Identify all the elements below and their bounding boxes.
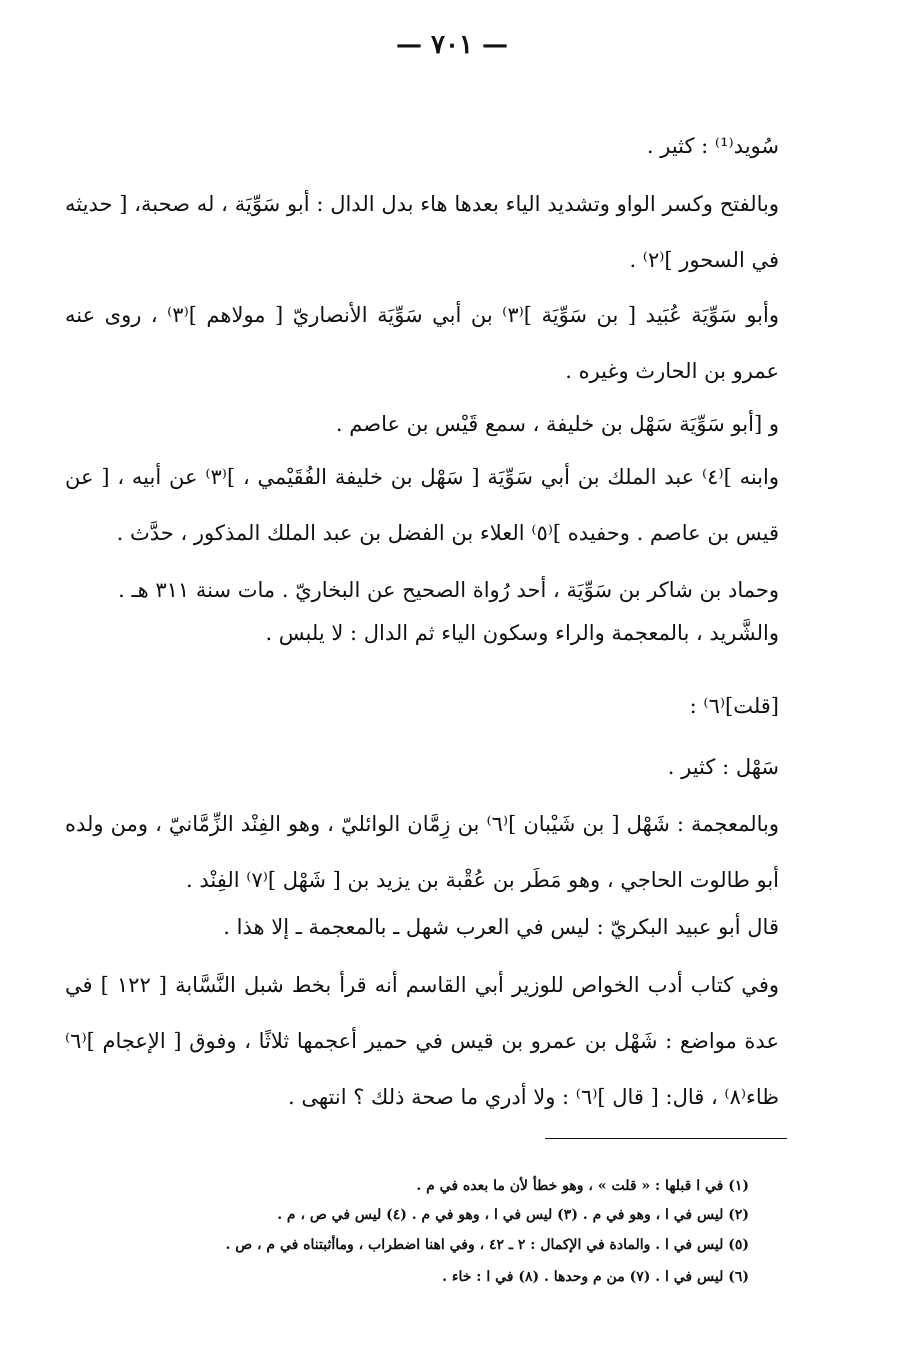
paragraph-abu-sawiya: وبالفتح وكسر الواو وتشديد الياء بعدها هاء بدل الدال : أبو سَوِّيَة ، له صحبة، [ حديثه في السحور ]⁽٢⁾ . <box>65 192 779 272</box>
paragraph-qult: [قلت]⁽٦⁾ : <box>689 694 779 718</box>
paragraph-adab-al-khawas: وفي كتاب أدب الخواص للوزير أبي القاسم أنه قرأ بخط شبل النَّسَّابة [ ١٢٢ ] في عدة مواضع : شَهْل بن عمرو بن قيس في حمير أعجمها ثلاثًا ، وفوق [ الإعجام ]⁽٦⁾ ظاء⁽٨⁾ ، قال: [ قال ]⁽٦⁾ : ولا أدري ما صحة ذلك ؟ انتهى . <box>65 973 779 1109</box>
footnote-5: (٥) ليس في ا . والمادة في الإكمال : ٢ ـ ٤٢ ، وفي اهنا اضطراب ، وماأثبتناه في م ، ص . <box>225 1237 749 1253</box>
page-number: — ٧٠١ — <box>395 30 509 60</box>
paragraph-abd-al-malik: وابنه ]⁽٤⁾ عبد الملك بن أبي سَوِّيَة [ سَهْل بن خليفة الفُقَيْمي ، ]⁽٣⁾ عن أبيه ، [ عن قيس بن عاصم . وحفيده ]⁽٥⁾ العلاء بن الفضل بن عبد الملك المذكور ، حدَّث . <box>65 465 780 545</box>
paragraph-sahl-bin-khalifa: و [أبو سَوِّيَة سَهْل بن خليفة ، سمع قَيْس بن عاصم . <box>335 412 779 436</box>
footnote-divider <box>545 1138 787 1139</box>
footnote-1: (١) في ا قبلها : « قلت » ، وهو خطأ لأن ما بعده في م . <box>416 1178 749 1194</box>
paragraph-sahl-kathir: سَهْل : كثير . <box>667 755 779 779</box>
paragraph-ubayd: وأبو سَوِّيَة عُبَيد [ بن سَوِّيَة ]⁽٣⁾ بن أبي سَوِّيَة الأنصاريّ [ مولاهم ]⁽٣⁾ ، روى عنه عمرو بن الحارث وغيره . <box>65 303 779 383</box>
paragraph-sharid: والشَّريد ، بالمعجمة والراء وسكون الياء ثم الدال : لا يلبس . <box>265 621 779 645</box>
paragraph-shahl-bin-shayban: وبالمعجمة : شَهْل [ بن شَيْبان ]⁽٦⁾ بن زِمَّان الوائليّ ، وهو الفِنْد الزِّمَّانيّ ، ومن ولده أبو طالوت الحاجي ، وهو مَطَر بن عُقْبة بن يزيد بن [ شَهْل ]⁽٧⁾ الفِنْد . <box>65 812 779 892</box>
paragraph-hammad: وحماد بن شاكر بن سَوِّيَة ، أحد رُواة الصحيح عن البخاريّ . مات سنة ٣١١ هـ . <box>118 578 779 602</box>
footnote-6-8: (٦) ليس في ا . (٧) من م وحدها . (٨) في ا : خاء . <box>442 1269 749 1285</box>
paragraph-abu-ubayd: قال أبو عبيد البكريّ : ليس في العرب شهل ـ بالمعجمة ـ إلا هذا . <box>223 915 779 939</box>
footnote-2-4: (٢) ليس في ا ، وهو في م . (٣) ليس في ا ، وهو في م . (٤) ليس في ص ، م . <box>277 1207 749 1223</box>
paragraph-suwayd: سُويد⁽¹⁾ : كثير . <box>646 134 779 158</box>
